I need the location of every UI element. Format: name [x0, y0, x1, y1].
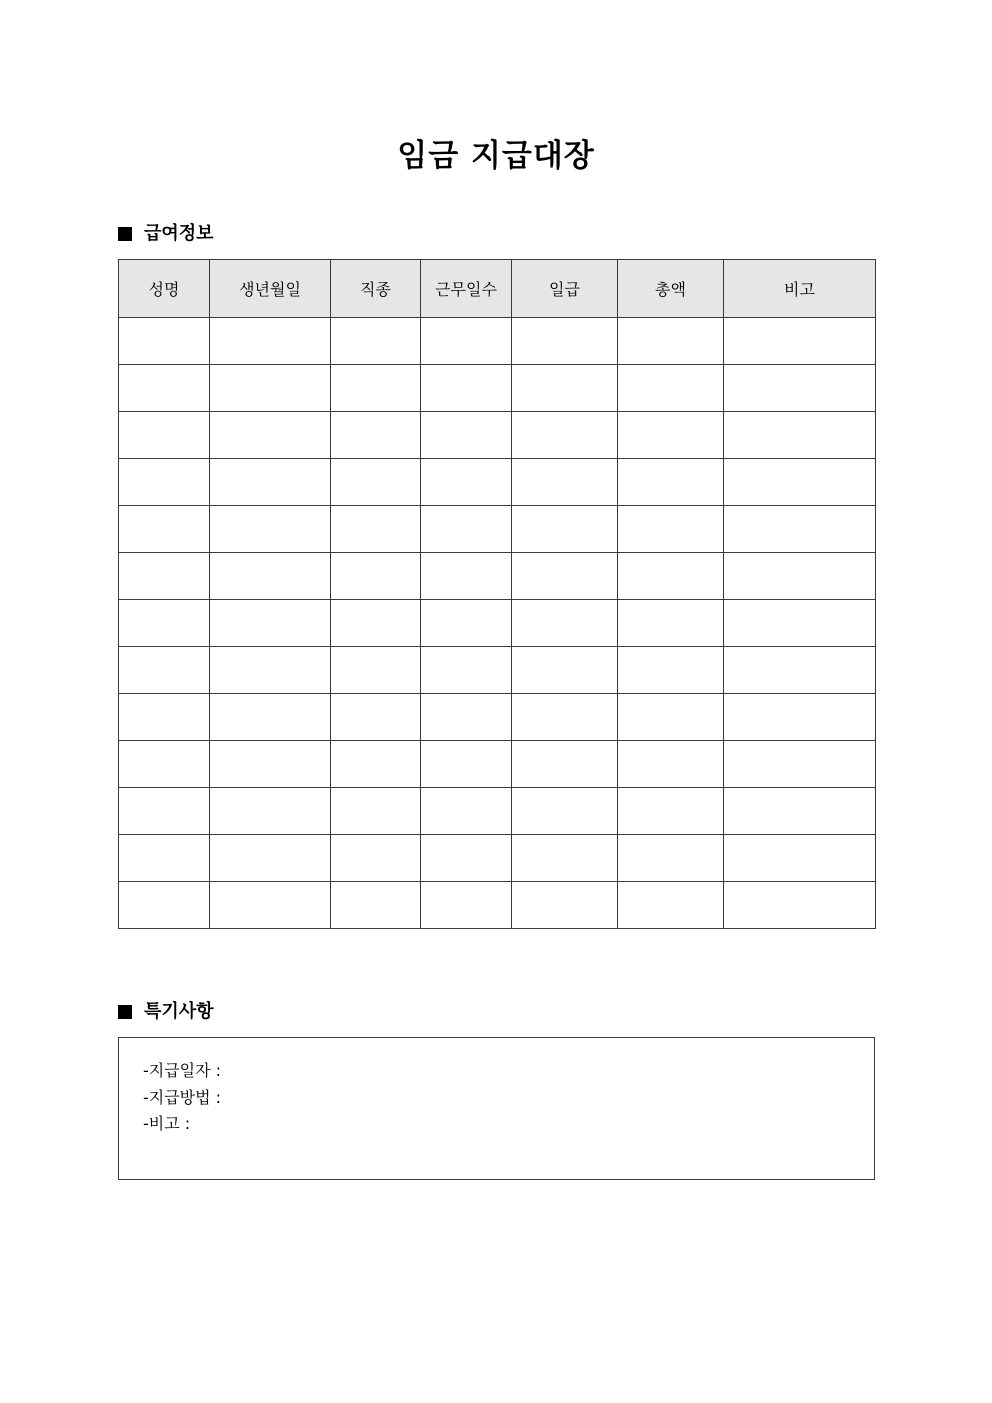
table-cell[interactable] [421, 365, 512, 412]
table-cell[interactable] [618, 506, 724, 553]
table-row [119, 365, 876, 412]
table-cell[interactable] [512, 835, 618, 882]
table-row [119, 459, 876, 506]
table-cell[interactable] [512, 459, 618, 506]
table-cell[interactable] [331, 882, 421, 929]
table-cell[interactable] [331, 835, 421, 882]
table-cell[interactable] [618, 788, 724, 835]
table-row [119, 694, 876, 741]
table-cell[interactable] [421, 459, 512, 506]
table-cell[interactable] [512, 600, 618, 647]
table-cell[interactable] [331, 741, 421, 788]
table-cell[interactable] [512, 412, 618, 459]
table-cell[interactable] [331, 788, 421, 835]
table-cell[interactable] [210, 318, 331, 365]
salary-table [118, 259, 876, 929]
table-cell[interactable] [512, 318, 618, 365]
note-payment-date: -지급일자 : [143, 1061, 222, 1080]
table-cell[interactable] [331, 365, 421, 412]
page-title: 임금 지급대장 [397, 138, 595, 174]
table-cell[interactable] [331, 600, 421, 647]
table-cell[interactable] [331, 694, 421, 741]
salary-section-heading [118, 221, 214, 247]
table-cell[interactable] [724, 788, 876, 835]
table-cell[interactable] [210, 788, 331, 835]
table-row [119, 553, 876, 600]
table-cell[interactable] [119, 318, 210, 365]
notes-section-heading [118, 999, 214, 1025]
table-cell[interactable] [618, 741, 724, 788]
table-cell[interactable] [210, 882, 331, 929]
table-cell[interactable] [724, 553, 876, 600]
table-cell[interactable] [724, 506, 876, 553]
table-cell[interactable] [119, 459, 210, 506]
table-cell[interactable] [210, 412, 331, 459]
table-cell[interactable] [421, 647, 512, 694]
notes-box[interactable] [118, 1037, 875, 1180]
table-cell[interactable] [724, 882, 876, 929]
table-cell[interactable] [618, 318, 724, 365]
table-cell[interactable] [421, 506, 512, 553]
salary-table-body [119, 318, 876, 929]
column-header-total: 총액 [618, 260, 724, 318]
table-cell[interactable] [512, 882, 618, 929]
column-header-workdays: 근무일수 [421, 260, 512, 318]
table-cell[interactable] [724, 600, 876, 647]
table-cell[interactable] [331, 459, 421, 506]
table-cell[interactable] [210, 647, 331, 694]
table-cell[interactable] [119, 835, 210, 882]
table-cell[interactable] [618, 835, 724, 882]
table-cell[interactable] [421, 553, 512, 600]
table-row [119, 788, 876, 835]
table-cell[interactable] [210, 694, 331, 741]
table-cell[interactable] [421, 318, 512, 365]
table-cell[interactable] [724, 647, 876, 694]
table-cell[interactable] [119, 553, 210, 600]
notes-list [143, 1058, 221, 1138]
table-cell[interactable] [724, 365, 876, 412]
table-row [119, 882, 876, 929]
table-cell[interactable] [421, 882, 512, 929]
table-cell[interactable] [119, 882, 210, 929]
square-bullet-icon [118, 227, 132, 241]
table-cell[interactable] [210, 600, 331, 647]
table-cell[interactable] [618, 694, 724, 741]
table-cell[interactable] [119, 647, 210, 694]
table-row [119, 600, 876, 647]
table-cell[interactable] [119, 741, 210, 788]
table-cell[interactable] [724, 318, 876, 365]
table-cell[interactable] [119, 788, 210, 835]
table-cell[interactable] [512, 788, 618, 835]
table-cell[interactable] [512, 741, 618, 788]
table-cell[interactable] [421, 835, 512, 882]
table-row [119, 835, 876, 882]
table-cell[interactable] [512, 365, 618, 412]
table-cell[interactable] [512, 506, 618, 553]
table-cell[interactable] [119, 600, 210, 647]
table-cell[interactable] [421, 600, 512, 647]
table-row [119, 647, 876, 694]
table-cell[interactable] [724, 741, 876, 788]
notes-section-title: 특기사항 [144, 1001, 214, 1022]
table-cell[interactable] [210, 835, 331, 882]
table-cell[interactable] [512, 553, 618, 600]
column-header-name: 성명 [119, 260, 210, 318]
note-payment-method: -지급방법 : [143, 1087, 222, 1107]
table-header-row [119, 260, 876, 318]
table-cell[interactable] [331, 647, 421, 694]
table-cell[interactable] [618, 365, 724, 412]
square-bullet-icon [118, 1005, 132, 1019]
table-row [119, 318, 876, 365]
table-row [119, 741, 876, 788]
table-row [119, 412, 876, 459]
table-cell[interactable] [421, 412, 512, 459]
table-cell[interactable] [331, 318, 421, 365]
table-cell[interactable] [724, 412, 876, 459]
table-cell[interactable] [724, 459, 876, 506]
column-header-birthdate: 생년월일 [210, 260, 331, 318]
table-cell[interactable] [421, 694, 512, 741]
table-cell[interactable] [512, 647, 618, 694]
table-row [119, 506, 876, 553]
table-cell[interactable] [618, 600, 724, 647]
table-cell[interactable] [512, 694, 618, 741]
table-cell[interactable] [421, 741, 512, 788]
salary-section-title: 급여정보 [144, 223, 214, 244]
table-cell[interactable] [724, 694, 876, 741]
table-cell[interactable] [618, 459, 724, 506]
table-cell[interactable] [421, 788, 512, 835]
table-cell[interactable] [210, 553, 331, 600]
table-cell[interactable] [618, 882, 724, 929]
table-cell[interactable] [618, 553, 724, 600]
table-cell[interactable] [331, 553, 421, 600]
column-header-daily-wage: 일급 [512, 260, 618, 318]
note-remarks: -비고 : [143, 1114, 191, 1133]
table-cell[interactable] [331, 412, 421, 459]
table-cell[interactable] [119, 694, 210, 741]
table-cell[interactable] [331, 506, 421, 553]
table-cell[interactable] [618, 647, 724, 694]
table-cell[interactable] [119, 506, 210, 553]
table-cell[interactable] [210, 741, 331, 788]
table-cell[interactable] [210, 365, 331, 412]
table-cell[interactable] [119, 365, 210, 412]
column-header-occupation: 직종 [331, 260, 421, 318]
table-cell[interactable] [724, 835, 876, 882]
table-cell[interactable] [119, 412, 210, 459]
table-cell[interactable] [618, 412, 724, 459]
column-header-remarks: 비고 [724, 260, 876, 318]
table-cell[interactable] [210, 506, 331, 553]
table-cell[interactable] [210, 459, 331, 506]
